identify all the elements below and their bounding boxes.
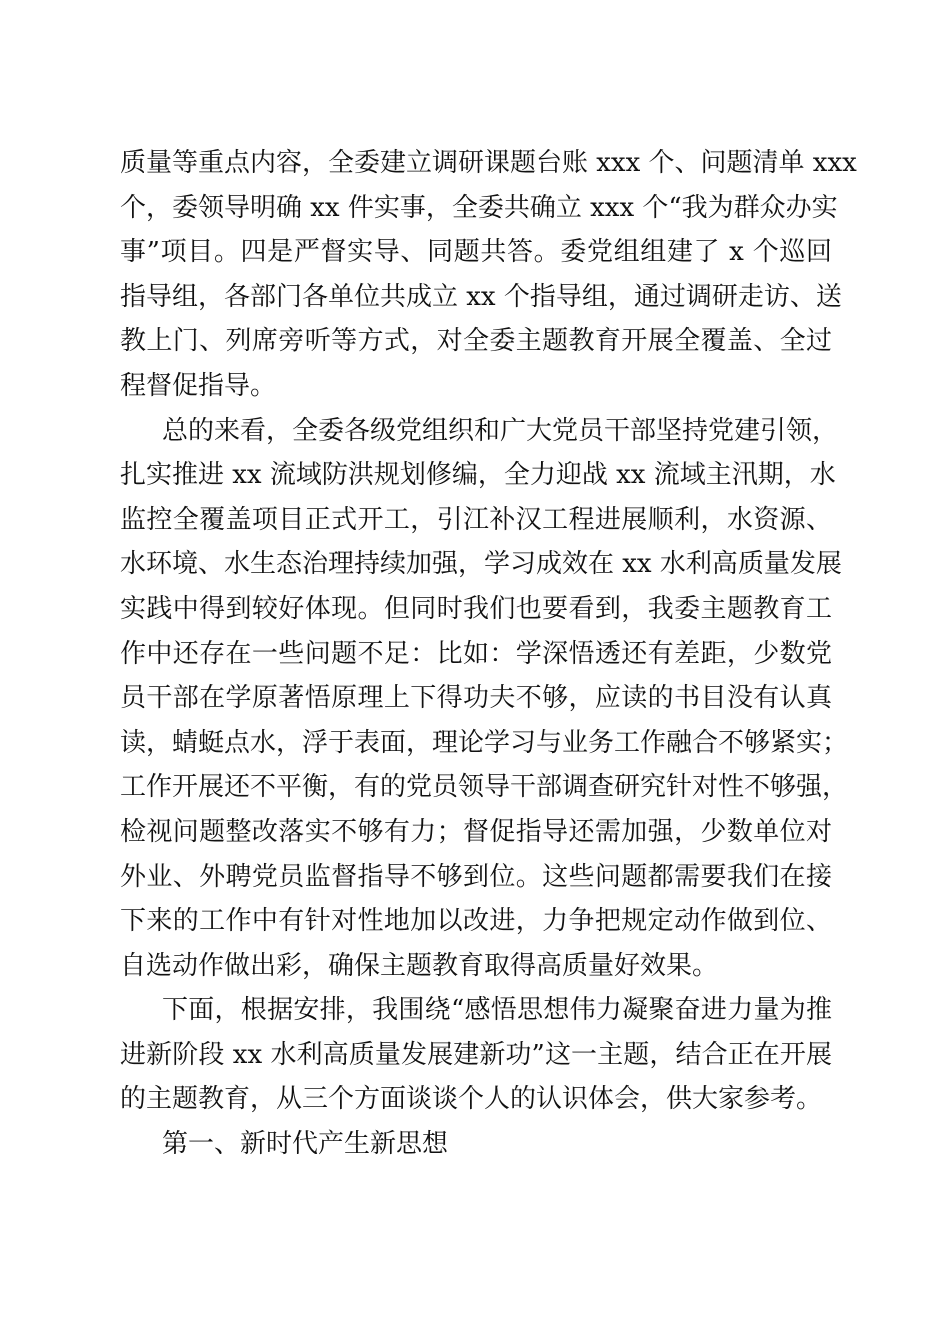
text-line: 工作开展还不平衡，有的党员领导干部调查研究针对性不够强， xyxy=(120,772,849,803)
document-page xyxy=(120,141,857,1167)
text-line: 进新阶段 xx 水利高质量发展建新功”这一主题，结合正在开展 xyxy=(120,1039,832,1070)
text-line: 作中还存在一些问题不足：比如：学深悟透还有差距，少数党 xyxy=(120,638,832,669)
paragraph-continuation xyxy=(120,141,857,409)
text-line: 扎实推进 xx 流域防洪规划修编，全力迎战 xx 流域主汛期，水 xyxy=(120,460,836,491)
text-line: 员干部在学原著悟原理上下得功夫不够，应读的书目没有认真 xyxy=(120,683,832,714)
text-line: 水环境、水生态治理持续加强，学习成效在 xx 水利高质量发展 xyxy=(120,549,842,580)
paragraph-summary xyxy=(120,409,849,989)
text-line: 外业、外聘党员监督指导不够到位。这些问题都需要我们在接 xyxy=(120,861,832,892)
text-line: 下面，根据安排，我围绕“感悟思想伟力凝聚奋进力量为推 xyxy=(162,995,832,1026)
section-heading: 第一、新时代产生新思想 xyxy=(162,1129,449,1160)
text-line: 监控全覆盖项目正式开工，引江补汉工程进展顺利，水资源、 xyxy=(120,504,832,535)
text-line: 个，委领导明确 xx 件实事，全委共确立 xxx 个“我为群众办实 xyxy=(120,192,838,223)
text-line: 质量等重点内容，全委建立调研课题台账 xxx 个、问题清单 xxx xyxy=(120,148,857,178)
text-line: 实践中得到较好体现。但同时我们也要看到，我委主题教育工 xyxy=(120,593,832,624)
text-line: 检视问题整改落实不够有力；督促指导还需加强，少数单位对 xyxy=(120,816,832,847)
text-line: 的主题教育，从三个方面谈谈个人的认识体会，供大家参考。 xyxy=(120,1084,823,1115)
paragraph-intro xyxy=(120,988,832,1122)
text-line: 读，蜻蜓点水，浮于表面，理论学习与业务工作融合不够紧实； xyxy=(120,727,849,758)
text-line: 自选动作做出彩，确保主题教育取得高质量好效果。 xyxy=(120,950,719,981)
text-line: 下来的工作中有针对性地加以改进，力争把规定动作做到位、 xyxy=(120,906,832,937)
text-line: 总的来看，全委各级党组织和广大党员干部坚持党建引领， xyxy=(162,415,839,446)
text-line: 指导组，各部门各单位共成立 xx 个指导组，通过调研走访、送 xyxy=(120,281,842,312)
text-line: 程督促指导。 xyxy=(120,370,277,401)
text-line: 教上门、列席旁听等方式，对全委主题教育开展全覆盖、全过 xyxy=(120,326,832,357)
text-line: 事”项目。四是严督实导、同题共答。委党组组建了 x 个巡回 xyxy=(120,237,832,268)
